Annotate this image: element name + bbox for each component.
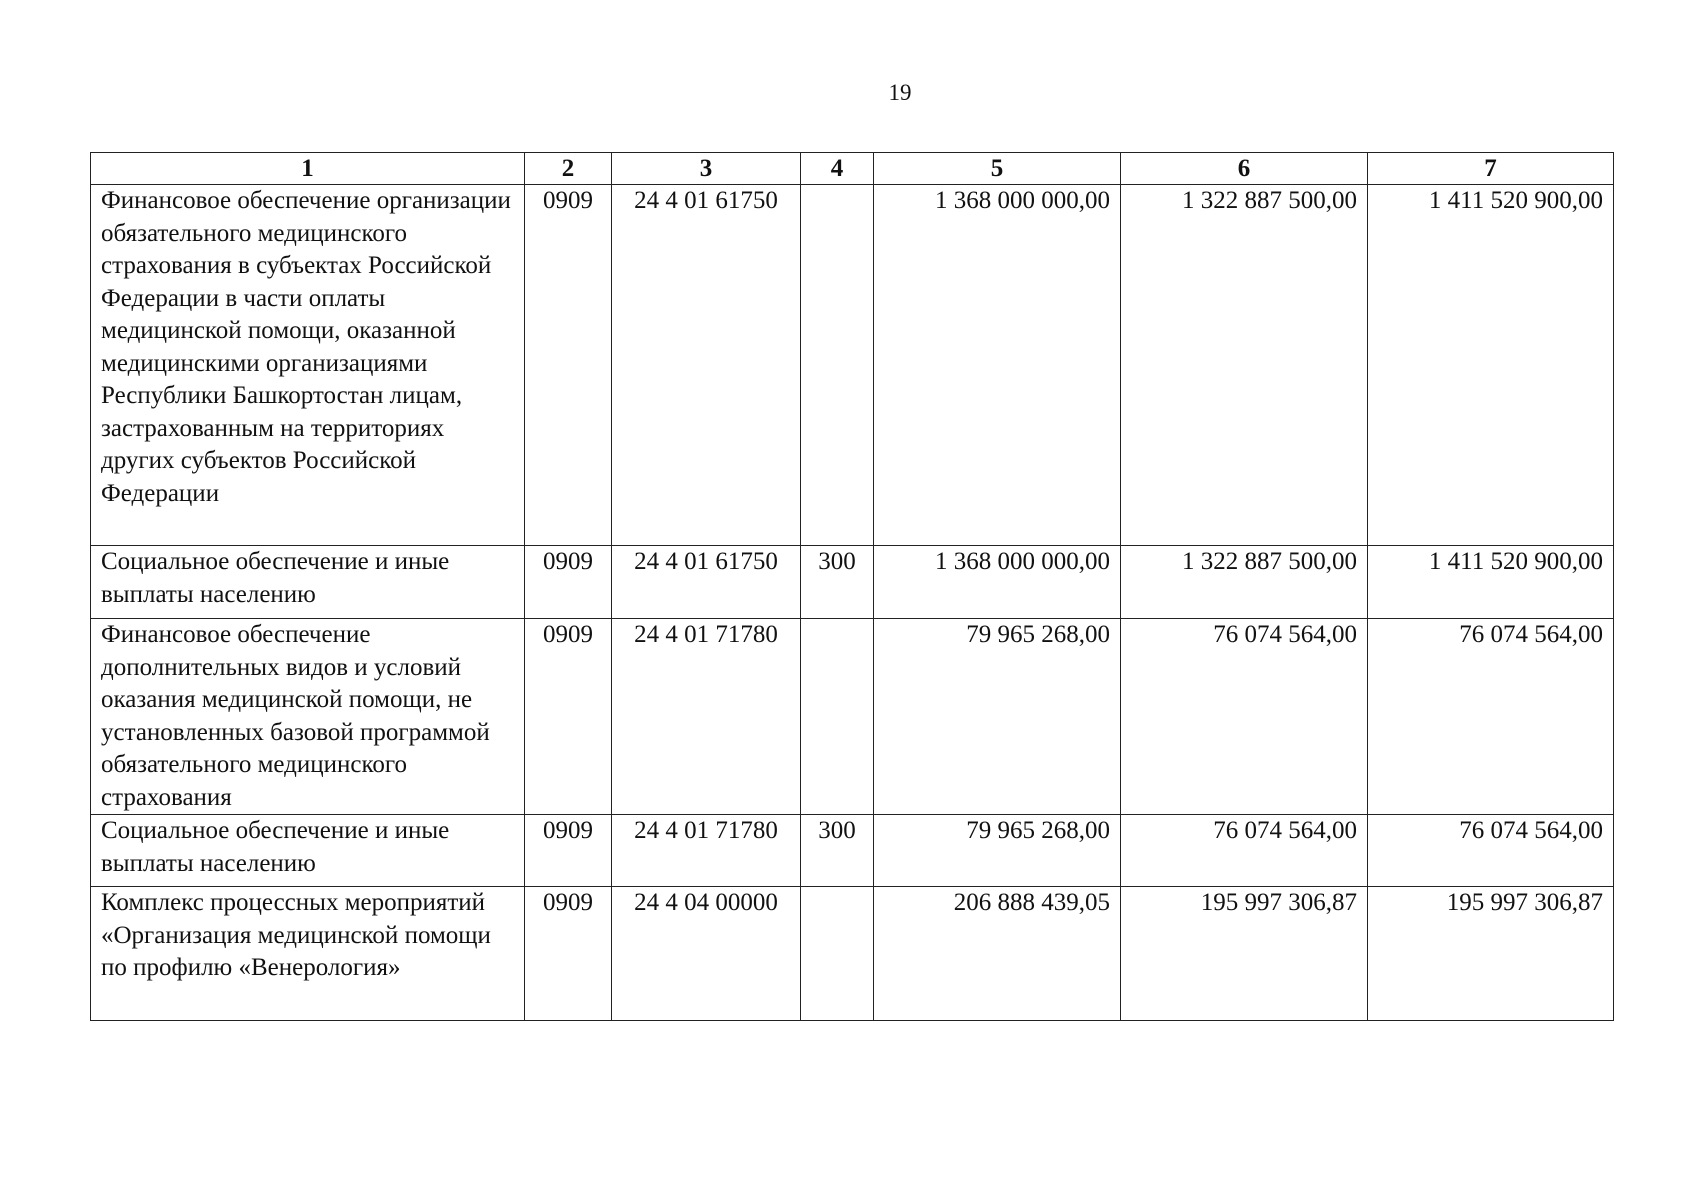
amount-year-3: 195 997 306,87 bbox=[1368, 887, 1614, 1021]
target-article: 24 4 01 71780 bbox=[612, 815, 801, 887]
amount-year-2: 1 322 887 500,00 bbox=[1121, 185, 1368, 546]
target-article: 24 4 01 61750 bbox=[612, 185, 801, 546]
amount-year-1: 79 965 268,00 bbox=[874, 815, 1121, 887]
row-name: Социальное обеспечение и иные выплаты населению bbox=[91, 815, 525, 887]
amount-year-3: 1 411 520 900,00 bbox=[1368, 546, 1614, 619]
expense-type: 300 bbox=[801, 546, 874, 619]
section-code: 0909 bbox=[525, 185, 612, 546]
section-code: 0909 bbox=[525, 619, 612, 815]
budget-table bbox=[90, 152, 1614, 1021]
amount-year-2: 1 322 887 500,00 bbox=[1121, 546, 1368, 619]
column-header-7: 7 bbox=[1368, 153, 1614, 185]
column-header-6: 6 bbox=[1121, 153, 1368, 185]
column-header-3: 3 bbox=[612, 153, 801, 185]
section-code: 0909 bbox=[525, 815, 612, 887]
expense-type: 300 bbox=[801, 815, 874, 887]
amount-year-2: 76 074 564,00 bbox=[1121, 619, 1368, 815]
row-name: Социальное обеспечение и иные выплаты населению bbox=[91, 546, 525, 619]
amount-year-1: 1 368 000 000,00 bbox=[874, 185, 1121, 546]
expense-type bbox=[801, 185, 874, 546]
amount-year-3: 76 074 564,00 bbox=[1368, 815, 1614, 887]
header-row bbox=[91, 153, 1614, 185]
column-header-2: 2 bbox=[525, 153, 612, 185]
column-header-4: 4 bbox=[801, 153, 874, 185]
section-code: 0909 bbox=[525, 887, 612, 1021]
amount-year-2: 195 997 306,87 bbox=[1121, 887, 1368, 1021]
amount-year-2: 76 074 564,00 bbox=[1121, 815, 1368, 887]
column-header-5: 5 bbox=[874, 153, 1121, 185]
section-code: 0909 bbox=[525, 546, 612, 619]
row-name: Комплекс процессных мероприятий «Организация медицинской помощи по профилю «Венерология» bbox=[91, 887, 525, 1021]
expense-type bbox=[801, 887, 874, 1021]
table-row bbox=[91, 887, 1614, 1021]
row-name: Финансовое обеспечение дополнительных видов и условий оказания медицинской помощи, не установленных базовой программой обязательного медицинского страхования bbox=[91, 619, 525, 815]
table-row bbox=[91, 185, 1614, 546]
row-name: Финансовое обеспечение организации обязательного медицинского страхования в субъектах Российской Федерации в части оплаты медицинской помощи, оказанной медицинскими организациями Республики Башкортостан лицам, застрахованным на территориях других субъектов Российской Федерации bbox=[91, 185, 525, 546]
target-article: 24 4 01 71780 bbox=[612, 619, 801, 815]
amount-year-1: 1 368 000 000,00 bbox=[874, 546, 1121, 619]
page-number: 19 bbox=[888, 80, 912, 105]
table-row bbox=[91, 815, 1614, 887]
target-article: 24 4 01 61750 bbox=[612, 546, 801, 619]
amount-year-1: 206 888 439,05 bbox=[874, 887, 1121, 1021]
table-row bbox=[91, 619, 1614, 815]
table-row bbox=[91, 546, 1614, 619]
expense-type bbox=[801, 619, 874, 815]
amount-year-3: 76 074 564,00 bbox=[1368, 619, 1614, 815]
target-article: 24 4 04 00000 bbox=[612, 887, 801, 1021]
amount-year-1: 79 965 268,00 bbox=[874, 619, 1121, 815]
amount-year-3: 1 411 520 900,00 bbox=[1368, 185, 1614, 546]
column-header-1: 1 bbox=[91, 153, 525, 185]
